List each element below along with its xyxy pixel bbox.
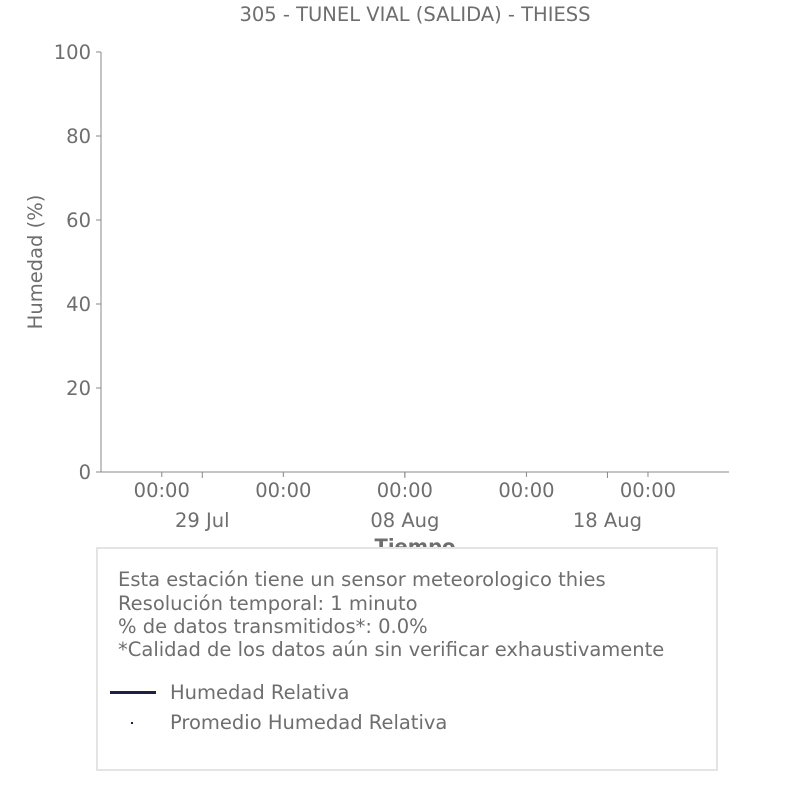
y-tick-label: 0 — [78, 461, 91, 484]
y-tick-label: 20 — [66, 377, 91, 400]
x-minor-tick-label: 00:00 — [133, 479, 190, 502]
info-transmitted-text: % de datos transmitidos*: 0.0% — [118, 615, 428, 638]
y-axis-label: Humedad (%) — [24, 194, 47, 330]
info-sensor-text: Esta estación tiene un sensor meteorologico thies — [118, 568, 606, 591]
x-minor-tick-label: 00:00 — [255, 479, 312, 502]
y-tick-label: 60 — [66, 209, 91, 232]
info-quality-note: *Calidad de los datos aún sin verificar exhaustivamente — [118, 638, 665, 661]
x-major-tick-label: 08 Aug — [370, 509, 440, 532]
x-major-tick-label: 18 Aug — [572, 509, 642, 532]
legend-line-swatch — [110, 691, 156, 694]
y-tick-label: 40 — [66, 293, 91, 316]
x-major-tick-label: 29 Jul — [175, 509, 230, 532]
x-minor-tick-label: 00:00 — [498, 479, 555, 502]
y-tick-label: 80 — [66, 125, 91, 148]
x-minor-tick-label: 00:00 — [619, 479, 677, 502]
legend-label: Humedad Relativa — [170, 681, 350, 704]
y-tick-label: 100 — [53, 41, 91, 64]
chart-title: 305 - TUNEL VIAL (SALIDA) - THIESS — [239, 3, 591, 26]
y-ticks — [54, 41, 101, 484]
legend-label: Promedio Humedad Relativa — [170, 711, 448, 734]
legend-dot-swatch — [131, 722, 133, 724]
x-ticks — [134, 472, 676, 532]
info-resolution-text: Resolución temporal: 1 minuto — [118, 592, 418, 615]
info-legend-box — [96, 547, 718, 771]
x-minor-tick-label: 00:00 — [376, 479, 433, 502]
